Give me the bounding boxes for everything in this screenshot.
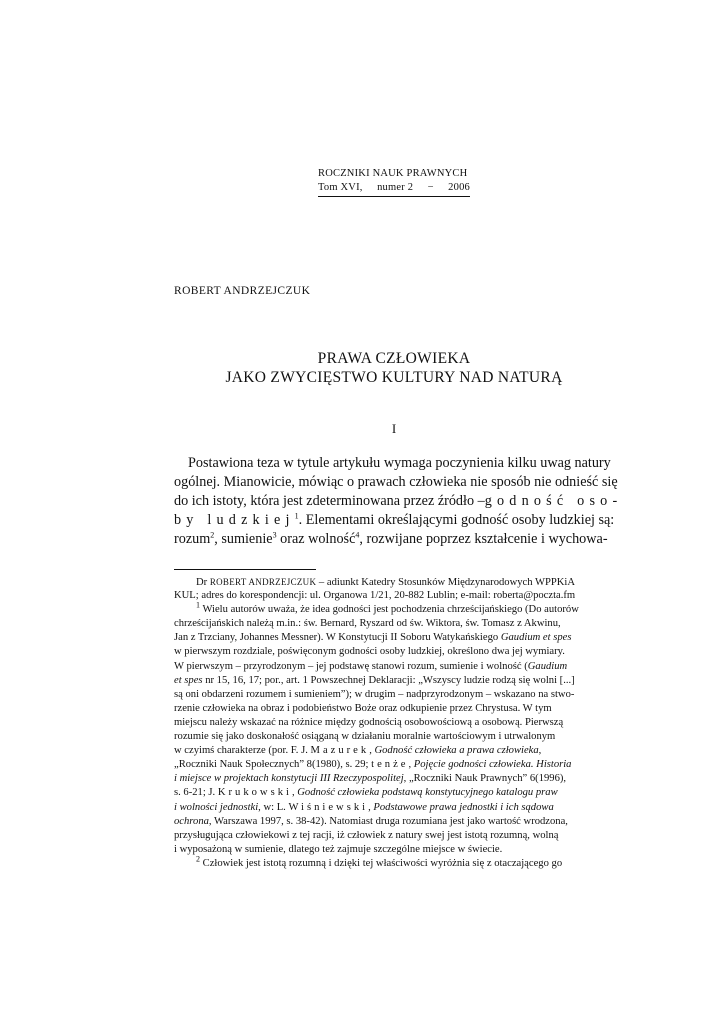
footnote-line: i wolności jednostki, w: L. Wiśniewski, Podstawowe prawa jednostki i ich sądowa	[174, 801, 554, 813]
body-line: by ludzkiej$^1$. Elementami określającymi godność osoby ludzkiej są:	[174, 511, 615, 528]
journal-year: 2006	[448, 182, 470, 193]
footnote-line: Jan z Trzciany, Johannes Messner). W Konstytucji II Soboru Watykańskiego Gaudium et spes	[174, 632, 572, 644]
spaced-emphasis: godność oso-	[484, 493, 623, 509]
journal-tom: Tom XVI,	[318, 182, 363, 193]
body-line: Postawiona teza w tytule artykułu wymaga poczynienia kilku uwag natury	[188, 455, 611, 471]
article-title	[174, 349, 614, 387]
footnote-line: rzenie człowieka na obraz i podobieństwo Boże oraz odkupienie przez Chrystusa. W tym	[174, 702, 552, 714]
journal-name: ROCZNIKI NAUK PRAWNYCH	[318, 168, 468, 179]
title-line-2: JAKO ZWYCIĘSTWO KULTURY NAD NATURĄ	[225, 369, 563, 386]
footnote-mark: 1	[196, 600, 200, 610]
body-line: ogólnej. Mianowicie, mówiąc o prawach człowieka nie sposób nie odnieść się	[174, 474, 618, 490]
footnote-line: ochrona, Warszawa 1997, s. 38-42). Natomiast druga rozumiana jest jako wartość wrodzona,	[174, 815, 568, 827]
footnote-line: rozumie się jako doskonałość osiąganą w działaniu moralnie wartościowym i utrwalonym	[174, 731, 556, 743]
journal-volume-line	[318, 181, 470, 197]
author-name: ROBERT ANDRZEJCZUK	[174, 285, 311, 297]
body-text	[174, 454, 623, 549]
footnote-ref: 3	[272, 530, 277, 540]
footnote-line: $^2$ Człowiek jest istotą rozumną i dzięki tej właściwości wyróżnia się z otaczającego go	[196, 854, 563, 869]
footnote-ref: 2	[210, 530, 215, 540]
footnote-separator	[174, 569, 316, 570]
footnote-mark: 2	[196, 854, 200, 864]
footnote-line: Dr ROBERT ANDRZEJCZUK – adiunkt Katedry Stosunków Międzynarodowych WPPKiA	[196, 577, 576, 588]
footnote-line: s. 6-21; J. Krukowski, Godność człowieka podstawą konstytucyjnego katalogu praw	[174, 787, 558, 799]
footnote-line: KUL; adres do korespondencji: ul. Organowa 1/21, 20-882 Lublin; e-mail: roberta@poczta.fm	[174, 590, 576, 602]
footnote-ref: 4	[355, 530, 360, 540]
footnote-line: W pierwszym – przyrodzonym – jej podstawę stanowi rozum, sumienie i wolność (Gaudium	[174, 660, 568, 672]
footnote-line: chrześcijańskich należą m.in.: św. Bernard, Ryszard od św. Wiktora, św. Tomasz z Akwinu,	[174, 618, 561, 630]
footnote-line: przysługująca człowiekowi z tej racji, iż człowiek z natury swej jest istotą rozumną, wolną	[174, 829, 559, 841]
spaced-emphasis: by ludzkiej	[174, 512, 295, 528]
footnote-line: w pierwszym rozdziale, poświęconym godności osoby ludzkiej, określono dwa jej wymiary.	[174, 646, 565, 658]
body-line: rozum$^2$, sumienie$^3$ oraz wolność$^4$, rozwijane poprzez kształcenie i wychowa-	[174, 530, 608, 547]
footnote-line: i wyposażoną w sumienie, dlatego też zajmuje szczególne miejsce w świecie.	[174, 843, 503, 855]
journal-header	[318, 167, 470, 197]
section-numeral: I	[391, 421, 397, 436]
footnote-line: i miejsce w projektach konstytucji III Rzeczypospolitej, „Roczniki Nauk Prawnych” 6(1996),	[174, 773, 567, 785]
title-line-1: PRAWA CZŁOWIEKA	[317, 350, 471, 367]
author-smallcaps: ROBERT ANDRZEJCZUK	[209, 577, 317, 587]
footnote-ref: 1	[294, 511, 299, 521]
footnote-line: et spes nr 15, 16, 17; por., art. 1 Powszechnej Deklaracji: „Wszyscy ludzie rodzą się wolni [...]	[174, 674, 575, 686]
footnote-line: są oni obdarzeni rozumem i sumieniem”); w drugim – nadprzyrodzonym – wskazano na stwo-	[174, 688, 575, 700]
footnote-line: miejscu należy wskazać na różnice między godnością osobowościową a osobową. Pierwszą	[174, 716, 564, 728]
body-line: do ich istoty, która jest zdeterminowana przez źródło – godność oso-	[174, 493, 623, 509]
footnote-line: $^1$ Wielu autorów uważa, że idea godności jest pochodzenia chrześcijańskiego (Do autorów	[196, 600, 579, 616]
journal-dash: −	[427, 182, 434, 193]
footnotes	[174, 575, 614, 871]
footnote-line: „Roczniki Nauk Społecznych” 8(1980), s. 29; tenże, Pojęcie godności człowieka. Historia	[174, 759, 572, 771]
footnote-line: w czyimś charakterze (por. F. J. Mazurek, Godność człowieka a prawa człowieka,	[174, 745, 542, 757]
journal-numer: numer 2	[377, 182, 414, 193]
